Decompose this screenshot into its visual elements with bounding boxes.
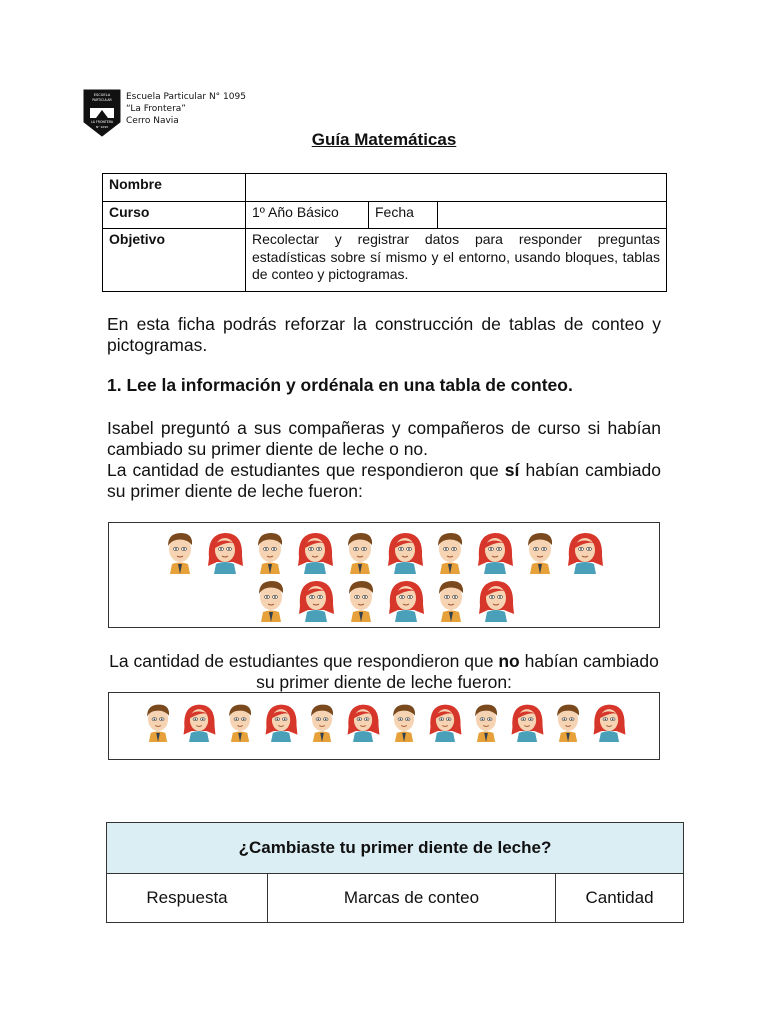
girl-student-icon: [343, 699, 384, 743]
logo-text-4: N° 1095: [95, 125, 109, 129]
girl-student-icon: [261, 699, 302, 743]
boy-student-icon: [249, 576, 294, 622]
yes-students-row-1: [158, 528, 608, 574]
paragraph-1: Isabel preguntó a sus compañeras y compañeros de curso si habían cambiado su primer diente de leche o no.: [107, 418, 661, 459]
fecha-label: Fecha: [369, 202, 438, 229]
column-marcas-de-conteo: Marcas de conteo: [268, 874, 556, 923]
boy-student-icon: [548, 699, 589, 743]
school-location: Cerro Navia: [126, 116, 179, 126]
paragraph-2: [107, 460, 661, 502]
curso-label: Curso: [103, 202, 246, 229]
boy-student-icon: [248, 528, 293, 574]
logo-text-2: PARTICULAR: [92, 98, 112, 102]
column-respuesta: Respuesta: [107, 874, 268, 923]
student-info-table: [102, 173, 667, 292]
boy-student-icon: [384, 699, 425, 743]
paragraph-3-before: La cantidad de estudiantes que respondieron que: [109, 651, 499, 671]
girl-student-icon: [425, 699, 466, 743]
boy-student-icon: [429, 576, 474, 622]
girl-student-icon: [473, 528, 518, 574]
girl-student-icon: [589, 699, 630, 743]
yes-students-row-2: [249, 576, 519, 622]
nombre-field[interactable]: [246, 174, 667, 202]
question-1: 1. Lee la información y ordénala en una tabla de conteo.: [107, 375, 573, 395]
paragraph-2-after: habían cambiado su primer diente de leche fueron:: [107, 460, 661, 501]
intro-text: En esta ficha podrás reforzar la construcción de tablas de conteo y pictogramas.: [107, 314, 661, 355]
girl-student-icon: [474, 576, 519, 622]
tally-table: [106, 822, 684, 923]
paragraph-3-after: habían cambiado su primer diente de leche fueron:: [256, 651, 659, 692]
page-title: Guía Matemáticas: [311, 130, 457, 149]
school-nickname: “La Frontera”: [126, 104, 186, 114]
girl-student-icon: [294, 576, 339, 622]
objetivo-label: Objetivo: [103, 229, 246, 292]
fecha-field[interactable]: [438, 202, 667, 229]
girl-student-icon: [203, 528, 248, 574]
boy-student-icon: [518, 528, 563, 574]
nombre-label: Nombre: [103, 174, 246, 202]
girl-student-icon: [179, 699, 220, 743]
girl-student-icon: [293, 528, 338, 574]
paragraph-3-emphasis: no: [498, 651, 520, 671]
girl-student-icon: [383, 528, 428, 574]
girl-student-icon: [507, 699, 548, 743]
column-cantidad: Cantidad: [556, 874, 684, 923]
logo-text-1: ESCUELA: [93, 93, 111, 97]
boy-student-icon: [302, 699, 343, 743]
boy-student-icon: [220, 699, 261, 743]
boy-student-icon: [338, 528, 383, 574]
tally-table-header: ¿Cambiaste tu primer diente de leche?: [107, 823, 684, 874]
logo-text-3: LA FRONTERA: [90, 120, 114, 124]
objetivo-value: Recolectar y registrar datos para responder preguntas estadísticas sobre sí mismo y el entorno, usando bloques, tablas de conteo y pictogramas.: [246, 229, 667, 292]
paragraph-2-before: La cantidad de estudiantes que respondieron que: [107, 460, 505, 480]
girl-student-icon: [563, 528, 608, 574]
paragraph-2-emphasis: sí: [504, 460, 520, 480]
school-name: Escuela Particular N° 1095: [126, 92, 246, 102]
no-students-row: [138, 699, 630, 743]
boy-student-icon: [158, 528, 203, 574]
boy-student-icon: [428, 528, 473, 574]
curso-value: 1º Año Básico: [246, 202, 369, 229]
boy-student-icon: [466, 699, 507, 743]
paragraph-3: [107, 651, 661, 693]
girl-student-icon: [384, 576, 429, 622]
boy-student-icon: [339, 576, 384, 622]
boy-student-icon: [138, 699, 179, 743]
